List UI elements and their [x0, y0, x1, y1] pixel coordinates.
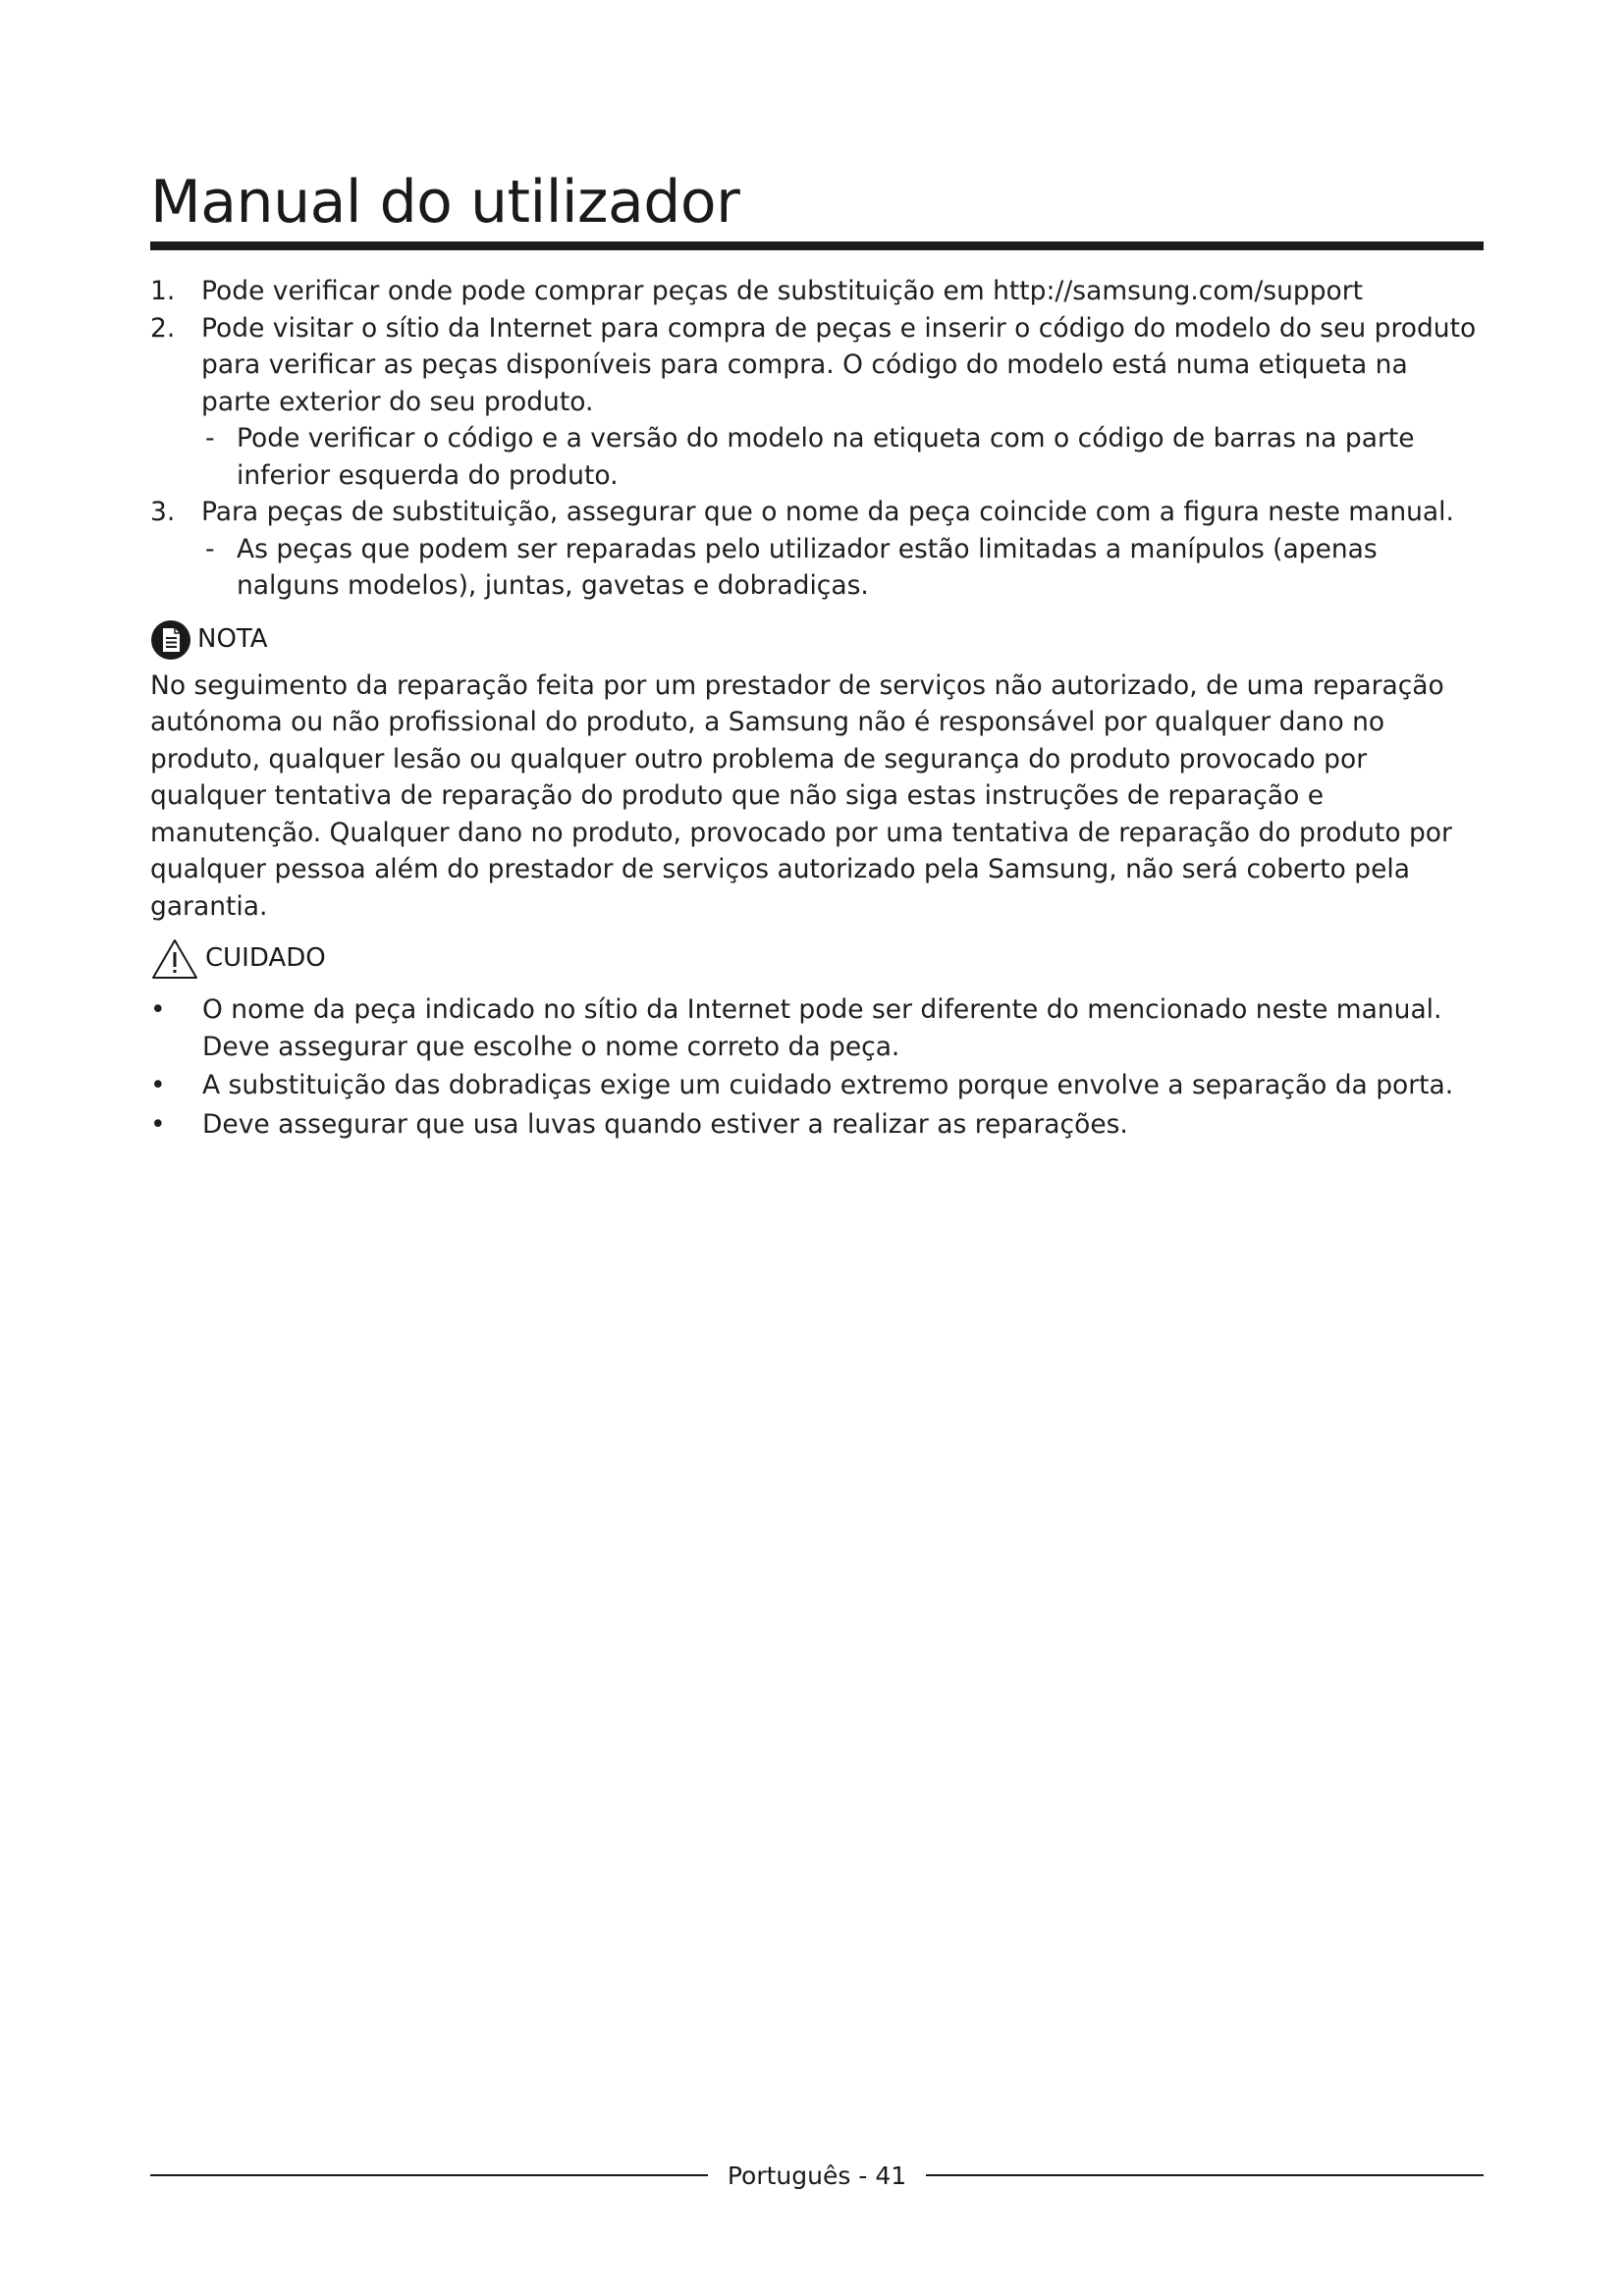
- bullet-marker: •: [150, 1108, 166, 1140]
- list-item: [150, 494, 1484, 605]
- sub-list-item: [201, 420, 1484, 494]
- footer-rule-left: [150, 2174, 708, 2176]
- list-marker: 1.: [150, 276, 176, 306]
- note-label: NOTA: [197, 623, 268, 654]
- warning-triangle-icon: [150, 937, 199, 981]
- page-title: Manual do utilizador: [150, 168, 740, 237]
- bullet-marker: •: [150, 1070, 166, 1100]
- page-content: [150, 273, 1484, 1145]
- caution-list-item: [150, 1067, 1484, 1104]
- caution-list-item: [150, 1106, 1484, 1144]
- list-item: [150, 273, 1484, 310]
- bullet-marker: •: [150, 994, 166, 1025]
- note-text: No seguimento da reparação feita por um prestador de serviços não autorizado, de uma reparação autónoma ou não profissional do produto, a Samsung não é responsável por qualquer dano no produto, qualquer lesão ou qualquer outro problema de segurança do produto provocado por qualquer tentativa de reparação do produto que não siga estas instruções de reparação e manutenção. Qualquer dano no produto, provocado por uma tentativa de reparação do produto por qualquer pessoa além do prestador de serviços autorizado pela Samsung, não será coberto pela garantia.: [150, 669, 1452, 922]
- list-marker: 3.: [150, 497, 176, 527]
- sub-list-item-text: As peças que podem ser reparadas pelo utilizador estão limitadas a manípulos (apenas nalguns modelos), juntas, gavetas e dobradiças.: [237, 533, 1378, 601]
- list-item-text: Para peças de substituição, assegurar que o nome da peça coincide com a figura neste manual.: [201, 497, 1454, 527]
- caution-item-text: A substituição das dobradiças exige um cuidado extremo porque envolve a separação da porta.: [202, 1070, 1454, 1100]
- footer-rule-right: [926, 2174, 1484, 2176]
- sub-list-item: [201, 531, 1484, 605]
- list-item-text: Pode visitar o sítio da Internet para compra de peças e inserir o código do modelo do seu produto para verificar as peças disponíveis para compra. O código do modelo está numa etiqueta na parte exterior do seu produto.: [201, 312, 1477, 417]
- title-rule: [150, 241, 1484, 250]
- caution-list: [150, 991, 1484, 1143]
- numbered-list: [150, 273, 1484, 605]
- page-number: Português - 41: [727, 2161, 907, 2190]
- list-item-text: Pode verificar onde pode comprar peças de substituição em http://samsung.com/support: [201, 276, 1364, 306]
- caution-list-item: [150, 991, 1484, 1065]
- note-icon: [150, 619, 191, 661]
- sub-list-item-text: Pode verificar o código e a versão do modelo na etiqueta com o código de barras na parte inferior esquerda do produto.: [237, 423, 1415, 491]
- caution-heading: [150, 936, 1484, 982]
- sub-list: [201, 420, 1484, 494]
- list-item: [150, 310, 1484, 495]
- sub-list: [201, 531, 1484, 605]
- page-footer: [150, 2156, 1484, 2195]
- dash-marker: -: [205, 533, 215, 564]
- list-marker: 2.: [150, 312, 176, 344]
- caution-item-text: Deve assegurar que usa luvas quando estiver a realizar as reparações.: [202, 1108, 1128, 1140]
- note-heading: [150, 618, 1484, 662]
- caution-label: CUIDADO: [205, 943, 326, 974]
- dash-marker: -: [205, 423, 215, 454]
- caution-item-text: O nome da peça indicado no sítio da Internet pode ser diferente do mencionado neste manual. Deve assegurar que escolhe o nome correto da peça.: [202, 994, 1442, 1062]
